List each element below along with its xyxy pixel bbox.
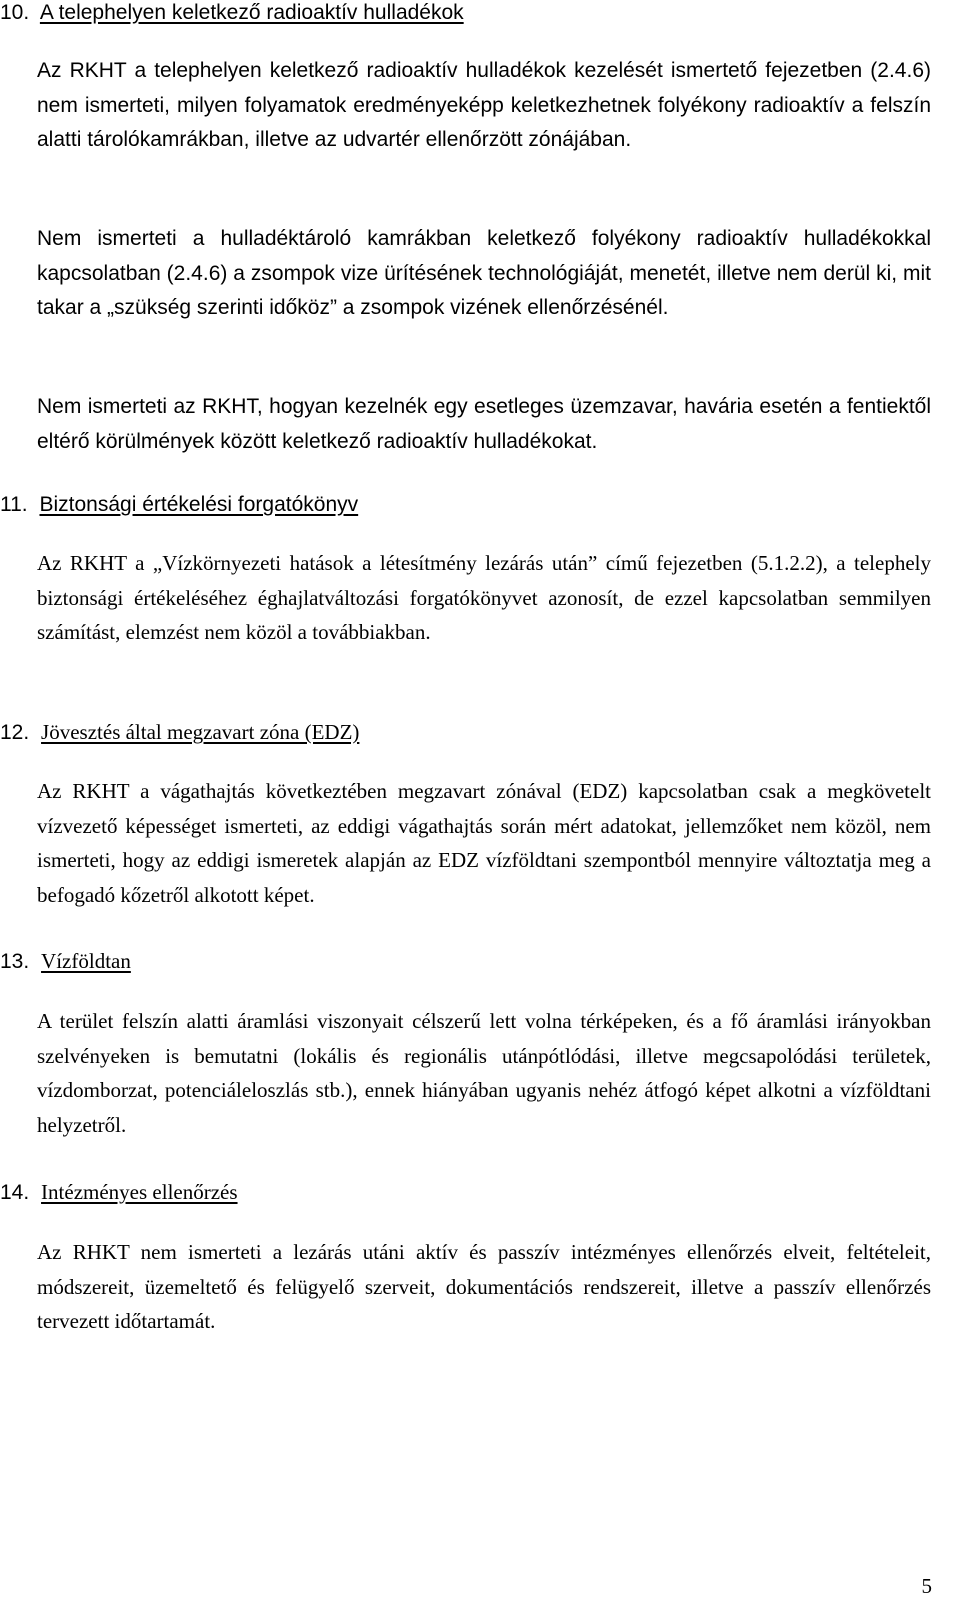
paragraph: Nem ismerteti az RKHT, hogyan kezelnék egy esetleges üzemzavar, havária esetén a fentiektől eltérő körülmények között keletkező radioaktív hulladékokat. xyxy=(37,395,931,453)
paragraph: Az RKHT a vágathajtás következtében megzavart zónával (EDZ) kapcsolatban csak a megkövetelt vízvezető képességet ismerteti, az eddigi vágathajtás során mért adatokat, jellemzőket nem közöl, nem ismerteti, hogy az eddigi ismeretek alapján az EDZ vízföldtani szempontból mennyire változtatja meg a befogadó kőzetről alkotott képet. xyxy=(37,779,931,907)
section-title: Biztonsági értékelési forgatókönyv xyxy=(39,493,359,516)
section-number: 13. xyxy=(0,950,30,973)
section-10-heading xyxy=(0,0,464,26)
section-12-heading xyxy=(0,719,359,746)
paragraph: Nem ismerteti a hulladéktároló kamrákban keletkező folyékony radioaktív hulladékokkal kapcsolatban (2.4.6) a zsompok vize ürítésének technológiáját, menetét, illetve nem derül ki, mit takar a „szükség szerinti időköz” a zsompok vizének ellenőrzésénél. xyxy=(37,227,931,319)
section-11-heading xyxy=(0,492,358,518)
section-number: 14. xyxy=(0,1181,30,1204)
section-14-heading xyxy=(0,1179,238,1206)
paragraph: A terület felszín alatti áramlási viszonyait célszerű lett volna térképeken, és a fő áramlási irányokban szelvényeken is bemutatni (lokális és regionális utánpótlódási, illetve megcsapolódási területek, vízdomborzat, potenciáleloszlás stb.), ennek hiányában ugyanis nehéz átfogó képet alkotni a vízföldtani helyzetről. xyxy=(37,1009,931,1137)
paragraph: Az RHKT nem ismerteti a lezárás utáni aktív és passzív intézményes ellenőrzés elveit, feltételeit, módszereit, üzemeltető és felügyelő szerveit, dokumentációs rendszereit, illetve a passzív ellenőrzés tervezett időtartamát. xyxy=(37,1240,931,1333)
section-title: Intézményes ellenőrzés xyxy=(41,1180,238,1204)
section-number: 11. xyxy=(0,493,28,516)
paragraph: Az RKHT a „Vízkörnyezeti hatások a létesítmény lezárás után” című fejezetben (5.1.2.2), a telephely biztonsági értékeléséhez éghajlatváltozási forgatókönyvet azonosít, de ezzel kapcsolatban semmilyen számítást, elemzést nem közöl a továbbiakban. xyxy=(37,551,931,644)
section-number: 12. xyxy=(0,721,30,744)
section-title: A telephelyen keletkező radioaktív hulladékok xyxy=(39,1,464,24)
section-title: Vízföldtan xyxy=(41,949,131,973)
page-number: 5 xyxy=(921,1574,932,1598)
section-13-heading xyxy=(0,948,131,975)
section-title: Jövesztés által megzavart zóna (EDZ) xyxy=(41,720,360,744)
paragraph: Az RKHT a telephelyen keletkező radioaktív hulladékok kezelését ismertető fejezetben (2.4.6) nem ismerteti, milyen folyamatok eredményeképp keletkezhetnek folyékony radioaktív a felszín alatti tárolókamrákban, illetve az udvartér ellenőrzött zónájában. xyxy=(37,59,931,151)
section-number: 10. xyxy=(0,1,30,24)
